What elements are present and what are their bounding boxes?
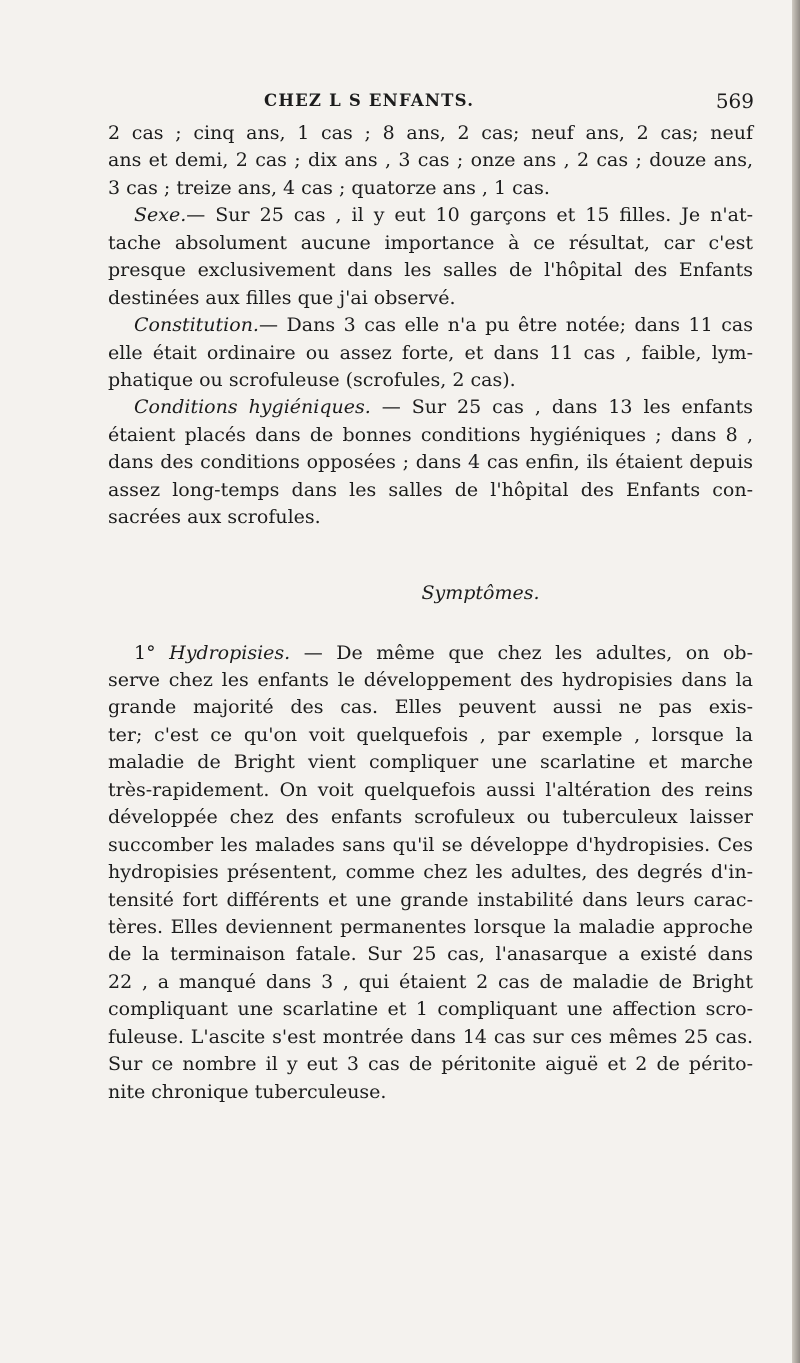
text-line: 22 , a manqué dans 3 , qui étaient 2 cas de maladie de Bright: [108, 970, 753, 993]
text-line: [108, 640, 753, 667]
paragraph-conditions: [108, 394, 753, 531]
text-line: maladie de Bright vient compliquer une scarlatine et marche: [108, 751, 753, 774]
text-fragment: — De même que chez les adultes, on ob-: [303, 641, 753, 664]
text-fragment: — Sur 25 cas , il y eut 10 garçons et 15 filles. Je n'at-: [186, 204, 753, 227]
text-line: nite chronique tuberculeuse.: [108, 1080, 387, 1103]
text-line: ans et demi, 2 cas ; dix ans , 3 cas ; onze ans , 2 cas ; douze ans,: [108, 149, 753, 172]
text-line: sacrées aux scrofules.: [108, 506, 321, 529]
paragraph-hydropisies: [108, 640, 753, 1106]
paragraph-label: Conditions hygiéniques.: [134, 396, 371, 419]
text-line: assez long-temps dans les salles de l'hôpital des Enfants con-: [108, 478, 753, 501]
text-line: 3 cas ; treize ans, 4 cas ; quatorze ans , 1 cas.: [108, 176, 550, 199]
text-line: hydropisies présentent, comme chez les adultes, des degrés d'in-: [108, 861, 753, 884]
paragraph-label: Hydropisies.: [169, 641, 291, 664]
paragraph-constitution: [108, 312, 753, 394]
paragraph-label: Sexe.: [134, 204, 187, 227]
text-line: dans des conditions opposées ; dans 4 cas enfin, ils étaient depuis: [108, 451, 753, 474]
text-line: tensité fort différents et une grande instabilité dans leurs carac-: [108, 888, 753, 911]
text-line: grande majorité des cas. Elles peuvent aussi ne pas exis-: [108, 696, 753, 719]
page-edge: [792, 0, 800, 1363]
text-line: 2 cas ; cinq ans, 1 cas ; 8 ans, 2 cas; neuf ans, 2 cas; neuf: [108, 122, 753, 144]
text-line: [108, 312, 753, 339]
running-title: CHEZ L S ENFANTS.: [264, 91, 475, 110]
text-line: phatique ou scrofuleuse (scrofules, 2 cas).: [108, 368, 516, 391]
text-line: presque exclusivement dans les salles de l'hôpital des Enfants: [108, 259, 753, 282]
text-line: compliquant une scarlatine et 1 compliquant une affection scro-: [108, 998, 753, 1021]
paragraph-ages: [108, 120, 753, 202]
text-line: Sur ce nombre il y eut 3 cas de péritonite aiguë et 2 de périto-: [108, 1053, 753, 1076]
body-text: [108, 120, 753, 1106]
text-line: ter; c'est ce qu'on voit quelquefois , par exemple , lorsque la: [108, 723, 753, 746]
text-line: serve chez les enfants le développement des hydropisies dans la: [108, 669, 753, 691]
text-line: développée chez des enfants scrofuleux ou tuberculeux laisser: [108, 806, 753, 829]
text-line: étaient placés dans de bonnes conditions hygiéniques ; dans 8 ,: [108, 423, 753, 446]
text-line: tères. Elles deviennent permanentes lorsque la maladie approche: [108, 915, 753, 938]
text-line: destinées aux filles que j'ai observé.: [108, 286, 456, 309]
paragraph-sexe: [108, 202, 753, 312]
paragraph-label: Constitution.: [134, 314, 259, 337]
text-fragment: — Sur 25 cas , dans 13 les enfants: [381, 396, 753, 419]
text-line: de la terminaison fatale. Sur 25 cas, l'anasarque a existé dans: [108, 943, 753, 966]
text-line: [108, 394, 753, 421]
text-line: elle était ordinaire ou assez forte, et dans 11 cas , faible, lym-: [108, 341, 753, 364]
page-header: [112, 89, 754, 117]
section-title: Symptômes.: [421, 581, 540, 604]
text-line: tache absolument aucune importance à ce résultat, car c'est: [108, 231, 753, 254]
text-line: très-rapidement. On voit quelquefois aussi l'altération des reins: [108, 778, 753, 801]
text-line: fuleuse. L'ascite s'est montrée dans 14 cas sur ces mêmes 25 cas.: [108, 1025, 753, 1048]
page-number: 569: [715, 89, 754, 113]
text-line: succomber les malades sans qu'il se développe d'hydropisies. Ces: [108, 833, 753, 856]
item-number: 1°: [134, 641, 156, 664]
text-fragment: — Dans 3 cas elle n'a pu être notée; dans 11 cas: [258, 314, 753, 337]
text-line: [108, 202, 753, 229]
